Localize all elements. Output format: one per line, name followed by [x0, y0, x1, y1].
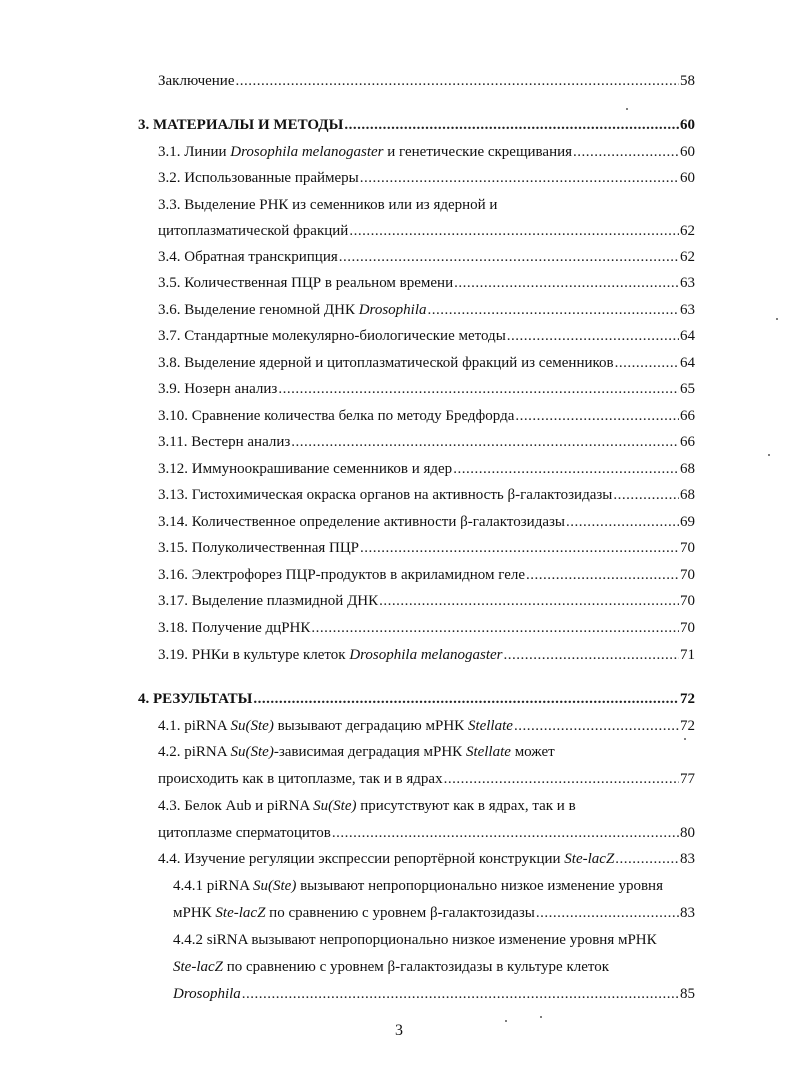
page-number: 3 — [395, 1022, 403, 1039]
toc-entry-3-14[interactable]: 3.14. Количественное определение активности β-галактозидазы ..... 69 — [158, 512, 695, 532]
scan-speck — [505, 1020, 507, 1022]
scan-speck — [684, 738, 686, 740]
toc-entry-3-11[interactable]: 3.11. Вестерн анализ ..... 66 — [158, 432, 695, 452]
toc-entry-3-3-line2[interactable]: цитоплазматической фракций ..... 62 — [158, 221, 695, 241]
toc-entry-conclusion[interactable]: Заключение ..... 58 — [158, 71, 695, 91]
toc-entry-3-8[interactable]: 3.8. Выделение ядерной и цитоплазматической фракций из семенников ..... 64 — [158, 353, 695, 373]
scan-speck — [540, 1016, 542, 1018]
toc-entry-3-2[interactable]: 3.2. Использованные праймеры ..... 60 — [158, 168, 695, 188]
toc-entry-3-6[interactable]: 3.6. Выделение геномной ДНК Drosophila ..... 63 — [158, 300, 695, 320]
toc-entry-3-9[interactable]: 3.9. Нозерн анализ ..... 65 — [158, 379, 695, 399]
toc-entry-3-12[interactable]: 3.12. Иммуноокрашивание семенников и ядер ..... 68 — [158, 459, 695, 479]
toc-entry-4-4-1-line1[interactable]: 4.4.1 piRNA Su(Ste) вызывают непропорционально низкое изменение уровня — [173, 878, 663, 894]
toc-entry-4-4-2-line1[interactable]: 4.4.2 siRNA вызывают непропорционально низкое изменение уровня мРНК — [173, 932, 657, 948]
toc-entry-4-1[interactable]: 4.1. piRNA Su(Ste) вызывают деградацию мРНК Stellate ..... 72 — [158, 716, 695, 736]
toc-entry-3-5[interactable]: 3.5. Количественная ПЦР в реальном времени ..... 63 — [158, 273, 695, 293]
toc-entry-3-3-line1[interactable]: 3.3. Выделение РНК из семенников или из ядерной и — [158, 197, 498, 213]
toc-entry-3-15[interactable]: 3.15. Полуколичественная ПЦР ..... 70 — [158, 538, 695, 558]
toc-entry-3-13[interactable]: 3.13. Гистохимическая окраска органов на активность β-галактозидазы ..... 68 — [158, 485, 695, 505]
toc-entry-4-4[interactable]: 4.4. Изучение регуляции экспрессии репортёрной конструкции Ste-lacZ ..... 83 — [158, 849, 695, 869]
toc-entry-3-7[interactable]: 3.7. Стандартные молекулярно-биологические методы ..... 64 — [158, 326, 695, 346]
toc-entry-4-4-2-line3[interactable]: Drosophila ..... 85 — [173, 984, 695, 1004]
toc-entry-4-3-line2[interactable]: цитоплазме сперматоцитов ..... 80 — [158, 823, 695, 843]
toc-entry-3-18[interactable]: 3.18. Получение дцРНК ..... 70 — [158, 618, 695, 638]
toc-entry-3-17[interactable]: 3.17. Выделение плазмидной ДНК ..... 70 — [158, 591, 695, 611]
toc-entry-3-1[interactable]: 3.1. Линии Drosophila melanogaster и генетические скрещивания ..... 60 — [158, 142, 695, 162]
toc-entry-4-3-line1[interactable]: 4.3. Белок Aub и piRNA Su(Ste) присутствуют как в ядрах, так и в — [158, 798, 576, 814]
toc-entry-4-4-2-line2[interactable]: Ste-lacZ по сравнению с уровнем β-галактозидазы в культуре клеток — [173, 959, 610, 975]
toc-chapter-4[interactable]: 4. РЕЗУЛЬТАТЫ ..... 72 — [138, 689, 695, 709]
scan-speck — [768, 454, 770, 456]
toc-entry-3-16[interactable]: 3.16. Электрофорез ПЦР-продуктов в акриламидном геле ..... 70 — [158, 565, 695, 585]
toc-entry-4-2-line1[interactable]: 4.2. piRNA Su(Ste)-зависимая деградация мРНК Stellate может — [158, 744, 555, 760]
toc-entry-3-10[interactable]: 3.10. Сравнение количества белка по методу Бредфорда ..... 66 — [158, 406, 695, 426]
toc-entry-3-4[interactable]: 3.4. Обратная транскрипция ..... 62 — [158, 247, 695, 267]
scan-speck — [626, 108, 628, 110]
toc-entry-4-2-line2[interactable]: происходить как в цитоплазме, так и в ядрах ..... 77 — [158, 769, 695, 789]
scan-speck — [776, 318, 778, 320]
toc-entry-3-19[interactable]: 3.19. РНКи в культуре клеток Drosophila melanogaster ..... 71 — [158, 645, 695, 665]
toc-entry-4-4-1-line2[interactable]: мРНК Ste-lacZ по сравнению с уровнем β-галактозидазы ..... 83 — [173, 903, 695, 923]
toc-chapter-3[interactable]: 3. МАТЕРИАЛЫ И МЕТОДЫ ..... 60 — [138, 115, 695, 135]
